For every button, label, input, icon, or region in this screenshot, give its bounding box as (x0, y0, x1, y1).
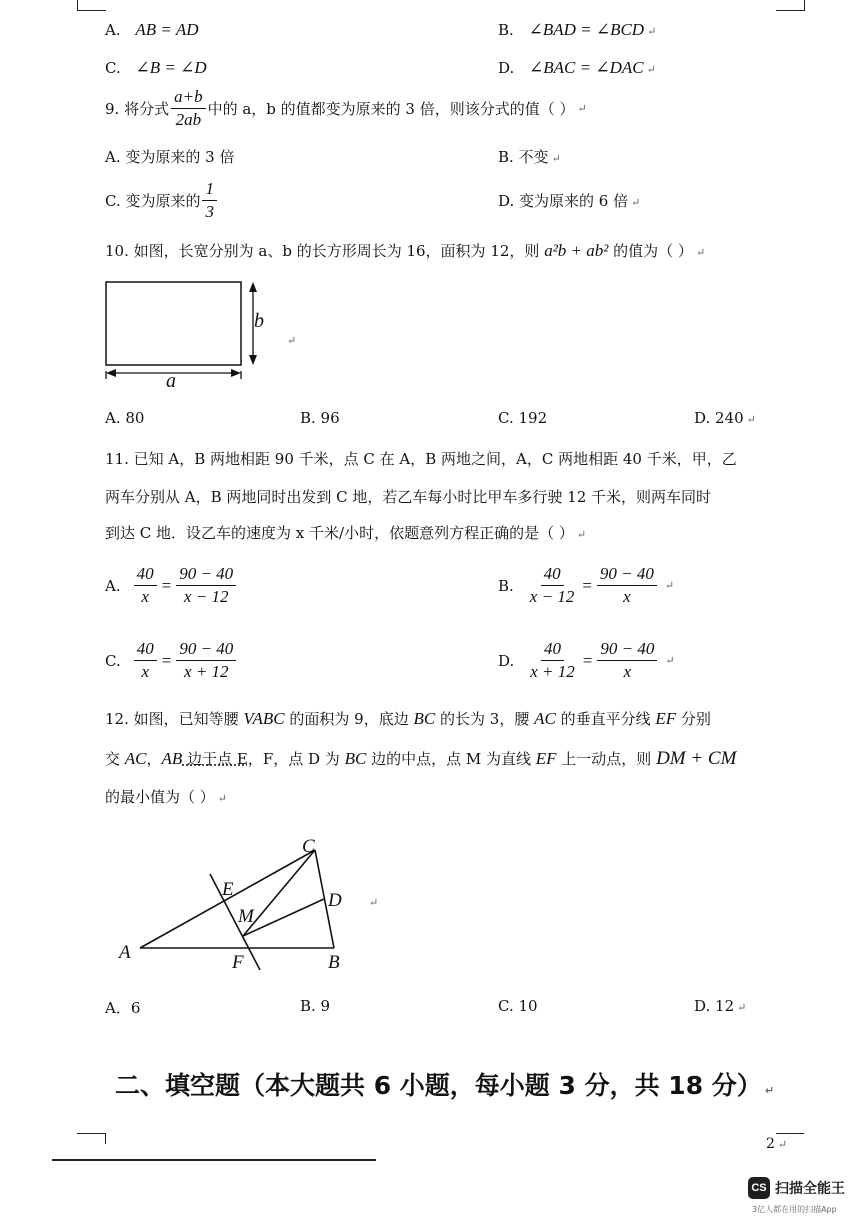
q11-stem-line3: 到达 C 地．设乙车的速度为 x 千米/小时，依题意列方程正确的是（ ） ↵ (105, 524, 587, 542)
q10-label-a: a (166, 370, 176, 392)
scanner-watermark (748, 1177, 845, 1199)
q9-fraction: $\frac{a+b}{2ab}$ (171, 86, 205, 131)
q12-label-m: M (238, 906, 254, 927)
q12-label-e: E (222, 879, 234, 900)
q9-option-b: B. 不变 ↵ (498, 148, 561, 166)
q12-fig-return-mark: ↵ (369, 896, 379, 909)
q9-option-a: A. 变为原来的 3 倍 (105, 148, 235, 166)
q10-rectangle-figure (100, 275, 300, 385)
q11-stem-line1: 11. 已知 A，B 两地相距 90 千米，点 C 在 A，B 两地之间，A，C 两地相距 40 千米，甲，乙 (105, 450, 737, 468)
q12-label-f: F (232, 952, 244, 973)
camscanner-logo-icon: CS (748, 1177, 770, 1199)
q9-option-d: D. 变为原来的 6 倍 ↵ (498, 192, 641, 210)
q10-option-d: D. 240 ↵ (694, 409, 756, 427)
corner-mark-top-right (776, 0, 805, 11)
q10-option-a: A. 80 (105, 409, 145, 427)
q10-option-c: C. 192 (498, 409, 548, 427)
q12-option-d: D. 12 ↵ (694, 997, 747, 1015)
q12-option-a: A．6 (105, 999, 141, 1017)
q11-option-b: B. $\frac{40}{x - 12}$ = $\frac{90 - 40}{x}$ ↵ (498, 564, 675, 606)
q9-stem: 9. 将分式 $\frac{a+b}{2ab}$ 中的 a，b 的值都变为原来的 3 倍，则该分式的值（ ） ↵ (105, 87, 587, 129)
q11-option-c: C. $\frac{40}{x}$ = $\frac{90 - 40}{x + 12}$ (105, 638, 238, 683)
q12-label-b: B (328, 952, 340, 973)
q10-stem: 10. 如图，长宽分别为 a、b 的长方形周长为 16，面积为 12，则 a²b + ab² 的值为（ ） ↵ (105, 241, 706, 260)
corner-mark-bottom-left (77, 1133, 106, 1144)
q12-option-b: B. 9 (300, 997, 331, 1015)
q8-option-b: B. ∠BAD = ∠BCD ↵ (498, 20, 657, 39)
q11-option-a: A. $\frac{40}{x}$ = $\frac{90 - 40}{x - 12}$ (105, 563, 238, 608)
q9-option-c: C. 变为原来的 $\frac{1}{3}$ (105, 178, 219, 223)
q12-label-c: C (302, 836, 315, 857)
q8-option-a: A. AB = AD (105, 20, 199, 39)
q12-stem-line3: 的最小值为（ ） ↵ (105, 788, 227, 806)
scanner-brand: 扫描全能王 (775, 1181, 845, 1197)
q11-option-d: D. $\frac{40}{x + 12}$ = $\frac{90 - 40}{x}$ ↵ (498, 639, 675, 681)
q12-stem-line2: 交 AC，AB 边于点 E，F，点 D 为 BC 边的中点，点 M 为直线 EF 上一动点，则 DM + CM (105, 748, 737, 769)
q10-option-b: B. 96 (300, 409, 340, 427)
q12-label-a: A (119, 942, 131, 963)
q11-stem-line2: 两车分别从 A，B 两地同时出发到 C 地，若乙车每小时比甲车多行驶 12 千米，则两车同时 (105, 488, 712, 506)
corner-mark-top-left (77, 0, 106, 11)
footer-rule (52, 1159, 376, 1161)
scanner-tagline: 3亿人都在用的扫描App (752, 1205, 837, 1214)
q10-fig-return-mark: ↵ (287, 334, 297, 347)
q12-label-d: D (328, 890, 342, 911)
q12-option-c: C. 10 (498, 997, 538, 1015)
q10-label-b: b (254, 310, 264, 332)
q12-stem-line1: 12. 如图，已知等腰 VABC 的面积为 9，底边 BC 的长为 3，腰 AC 的垂直平分线 EF 分别 (105, 709, 711, 728)
section-2-title: 二、填空题（本大题共 6 小题，每小题 3 分，共 18 分） ↵ (115, 1071, 775, 1100)
q8-option-c: C. ∠B = ∠D (105, 58, 207, 77)
q8-option-d: D. ∠BAC = ∠DAC ↵ (498, 58, 656, 77)
page-number: 2 ↵ (766, 1136, 788, 1152)
